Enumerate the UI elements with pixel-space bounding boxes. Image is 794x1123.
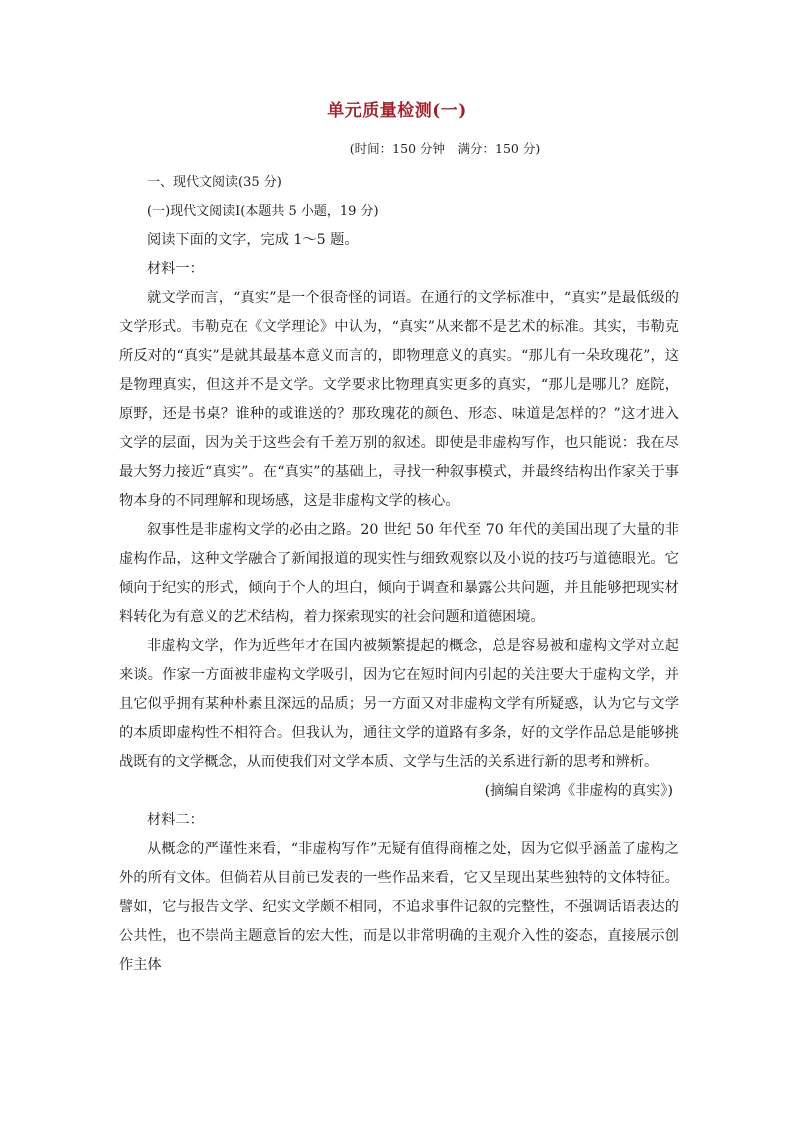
material-one-paragraph: 就文学而言，“真实”是一个很奇怪的词语。在通行的文学标准中，“真实”是最低级的文学形式。韦勒克在《文学理论》中认为，“真实”从来都不是艺术的标准。其实，韦勒克所反对的“真实”是就其最基本意义而言的，即物理意义的真实。“那儿有一朵玫瑰花”，这是物理真实，但这并不是文学。文学要求比物理真实更多的真实，“那儿是哪儿？庭院，原野，还是书桌？谁种的或谁送的？那玫瑰花的颜色、形态、味道是怎样的？”这才进入文学的层面，因为关于这些会有千差万别的叙述。即使是非虚构写作，也只能说：我在尽最大努力接近“真实”。在“真实”的基础上，寻找一种叙事模式，并最终结构出作家关于事物本身的不同理解和现场感，这是非虚构文学的核心。: [119, 290, 679, 509]
page-title: 单元质量检测(一): [327, 101, 467, 121]
material-two-paragraph: 从概念的严谨性来看，“非虚构写作”无疑有值得商榷之处，因为它似乎涵盖了虚构之外的所有文体。但倘若从目前已发表的一些作品来看，它又呈现出某些独特的文体特征。譬如，它与报告文学、纪实文学颇不相同，不追求事件记叙的完整性，不强调话语表达的公共性，也不崇尚主题意旨的宏大性，而是以非常明确的主观介入性的姿态，直接展示创作主体: [119, 841, 679, 973]
material-two-label: 材料二：: [147, 812, 204, 828]
material-one-source: (摘编自梁鸿《非虚构的真实》): [484, 783, 673, 799]
material-one-paragraph: 非虚构文学，作为近些年才在国内被频繁提起的概念，总是容易被和虚构文学对立起来谈。作家一方面被非虚构文学吸引，因为它在短时间内引起的关注要大于虚构文学，并且它似乎拥有某种朴素且深远的品质；另一方面又对非虚构文学有所疑惑，认为它与文学的本质即虚构性不相符合。但我认为，通往文学的道路有多条，好的文学作品总是能够挑战既有的文学概念，从而使我们对文学本质、文学与生活的关系进行新的思考和辨析。: [119, 638, 679, 770]
exam-time-score: (时间：150 分钟 满分：150 分): [349, 141, 541, 156]
document-body: [119, 168, 679, 980]
section-heading: 一、现代文阅读(35 分): [147, 175, 282, 190]
material-one-label: 材料一：: [147, 261, 204, 277]
material-one-paragraph: 叙事性是非虚构文学的必由之路。20 世纪 50 年代至 70 年代的美国出现了大量的非虚构作品，这种文学融合了新闻报道的现实性与细致观察以及小说的技巧与道德眼光。它倾向于纪实的形式，倾向于个人的坦白，倾向于调查和暴露公共问题，并且能够把现实材料转化为有意义的艺术结构，着力探索现实的社会问题和道德困境。: [119, 522, 679, 625]
subsection-heading: (一)现代文阅读Ⅰ(本题共 5 小题，19 分): [147, 204, 379, 219]
reading-instruction: 阅读下面的文字，完成 1～5 题。: [147, 232, 359, 248]
